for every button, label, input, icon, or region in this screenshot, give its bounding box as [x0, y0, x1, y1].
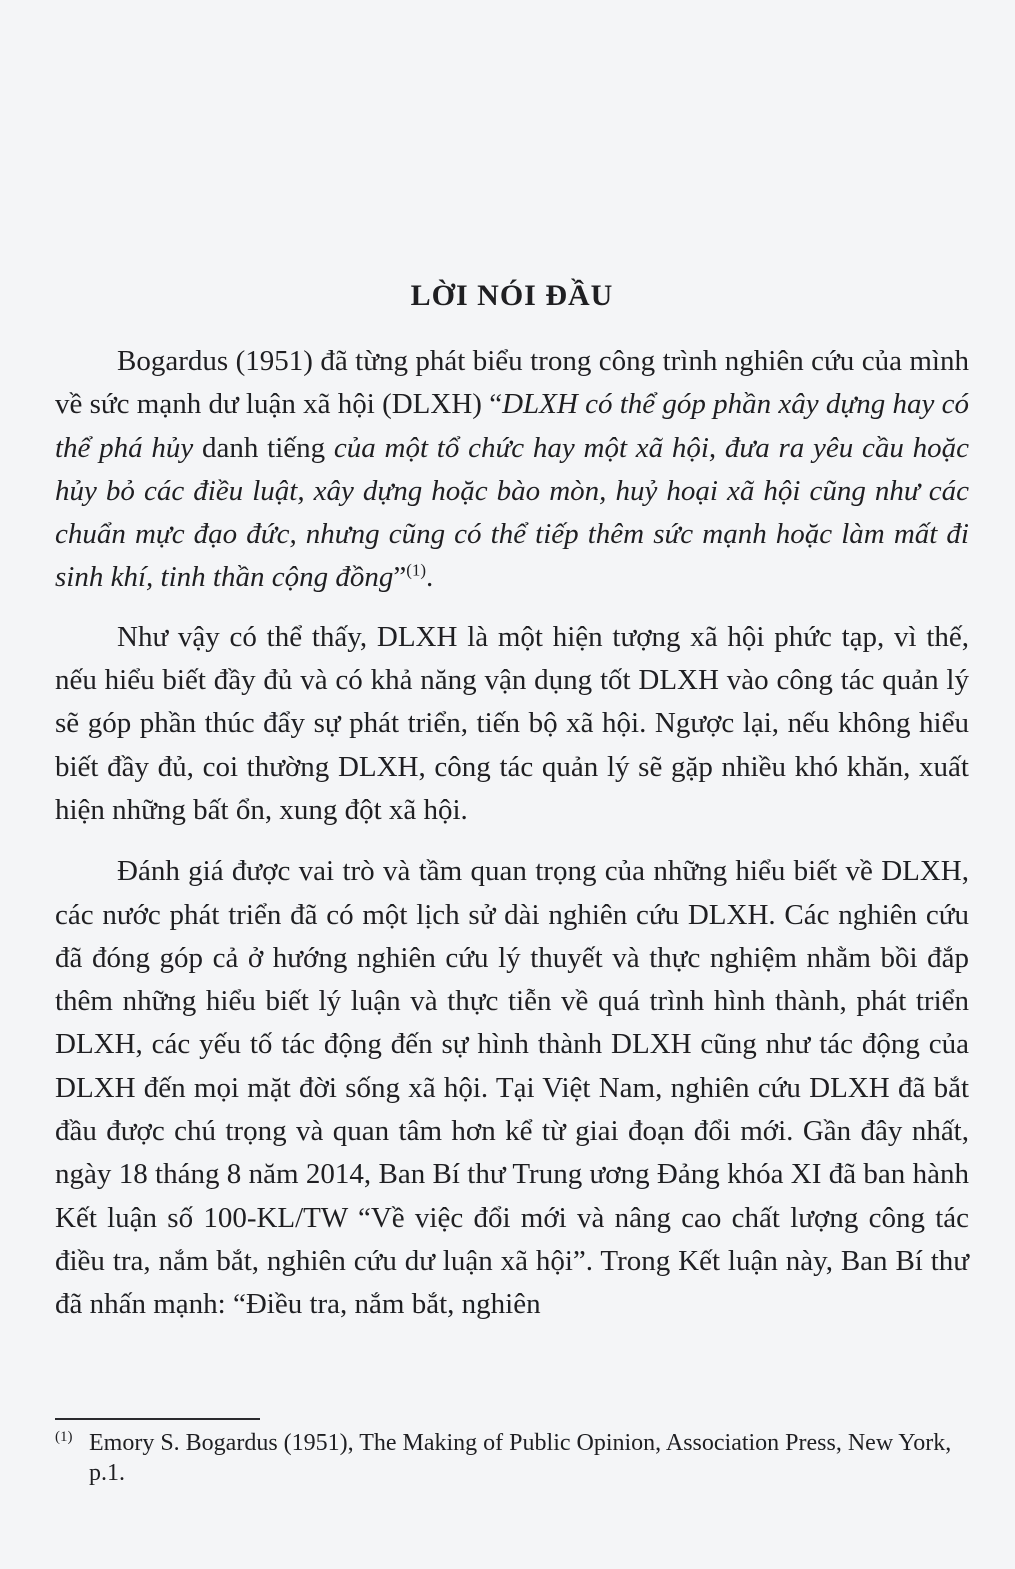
footnote-reference: (1)	[406, 560, 427, 580]
paragraph-3: Đánh giá được vai trò và tầm quan trọng của những hiểu biết về DLXH, các nước phát triển đã có một lịch sử dài nghiên cứu DLXH. Các nghiên cứu đã đóng góp cả ở hướng nghiên cứu lý thuyết và thực nghiệm nhằm bồi đắp thêm những hiểu biết lý luận và thực tiễn về quá trình hình thành, phát triển DLXH, các yếu tố tác động đến sự hình thành DLXH cũng như tác động của DLXH đến mọi mặt đời sống xã hội. Tại Việt Nam, nghiên cứu DLXH đã bắt đầu được chú trọng và quan tâm hơn kể từ giai đoạn đổi mới. Gần đây nhất, ngày 18 tháng 8 năm 2014, Ban Bí thư Trung ương Đảng khóa XI đã ban hành Kết luận số 100-KL/TW “Về việc đổi mới và nâng cao chất lượng công tác điều tra, nắm bắt, nghiên cứu dư luận xã hội”. Trong Kết luận này, Ban Bí thư đã nhấn mạnh: “Điều tra, nắm bắt, nghiên	[55, 855, 969, 1321]
page-title: LỜI NÓI ĐẦU	[410, 279, 614, 312]
footnote-area	[55, 1418, 969, 1488]
p1-period: .	[426, 561, 434, 594]
p1-quote-italic-2: của một tổ chức hay một xã hội, đưa ra yêu cầu hoặc hủy bỏ các điều luật, xây dựng hoặc bào mòn, huỷ hoại xã hội cũng như các chuẩn mực đạo đức, nhưng cũng có thể tiếp thêm sức mạnh hoặc làm mất đi sinh khí, tinh thần cộng đồng	[55, 431, 969, 594]
footnote-text: Emory S. Bogardus (1951), The Making of Public Opinion, Association Press, New York, p.1.	[89, 1430, 952, 1486]
footnote-divider	[55, 1418, 260, 1420]
footnote: (1) Emory S. Bogardus (1951), The Making of Public Opinion, Association Press, New York, p.1.	[55, 1429, 952, 1486]
p1-close-quote: ”	[393, 561, 407, 594]
p1-quote-italic-1: DLXH có thể góp phần xây dựng hay có thể phá hủy	[55, 388, 969, 464]
p1-text-c: danh tiếng	[193, 431, 334, 464]
paragraph-1	[55, 340, 969, 600]
p1-text-a: Bogardus (1951) đã từng phát biểu trong công trình nghiên cứu của mình về sức mạnh dư luận xã hội (DLXH) “	[55, 345, 969, 421]
paragraph-2: Như vậy có thể thấy, DLXH là một hiện tượng xã hội phức tạp, vì thế, nếu hiểu biết đầy đủ và có khả năng vận dụng tốt DLXH vào công tác quản lý sẽ góp phần thúc đẩy sự phát triển, tiến bộ xã hội. Ngược lại, nếu không hiểu biết đầy đủ, coi thường DLXH, công tác quản lý sẽ gặp nhiều khó khăn, xuất hiện những bất ổn, xung đột xã hội.	[55, 620, 969, 826]
